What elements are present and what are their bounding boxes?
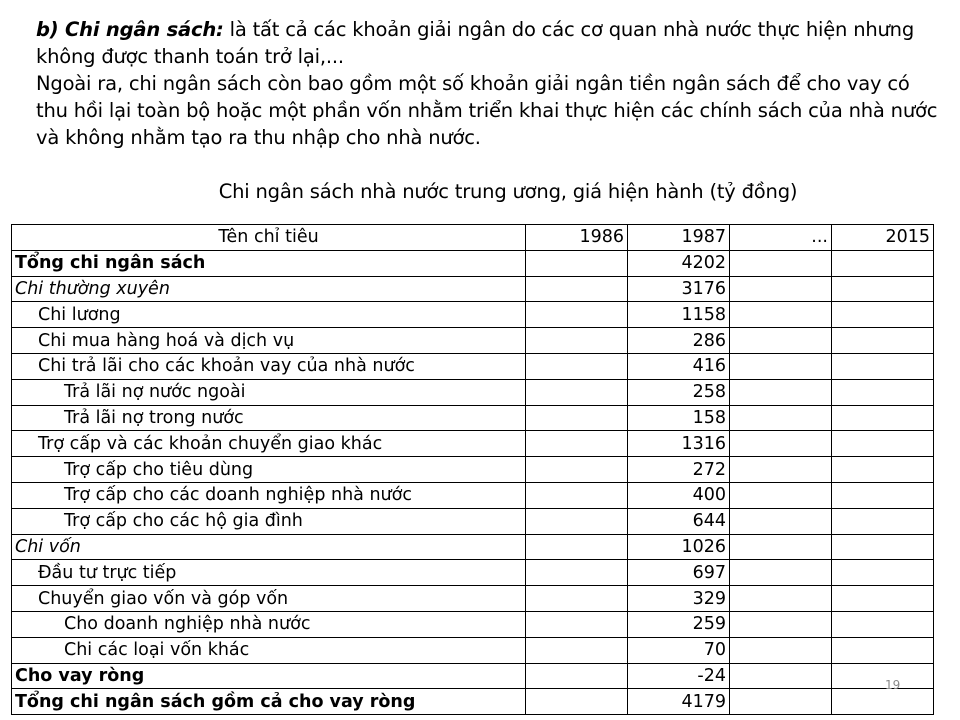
value-ellipsis-cell bbox=[730, 663, 832, 689]
row-name-cell: Cho vay ròng bbox=[12, 663, 526, 689]
value-1986-cell bbox=[526, 534, 628, 560]
row-name-cell: Chi vốn bbox=[12, 534, 526, 560]
header-1986: 1986 bbox=[526, 225, 628, 251]
row-name-cell: Tổng chi ngân sách bbox=[12, 250, 526, 276]
value-1987-cell: 3176 bbox=[628, 276, 730, 302]
table-body bbox=[12, 250, 934, 714]
row-name-cell: Chi mua hàng hoá và dịch vụ bbox=[12, 328, 526, 354]
row-name-cell: Trợ cấp cho tiêu dùng bbox=[12, 457, 526, 483]
value-1987-cell: 1158 bbox=[628, 302, 730, 328]
table-row bbox=[12, 302, 934, 328]
value-ellipsis-cell bbox=[730, 250, 832, 276]
value-1987-cell: 400 bbox=[628, 482, 730, 508]
table-row bbox=[12, 250, 934, 276]
value-2015-cell bbox=[832, 663, 934, 689]
table-caption: Chi ngân sách nhà nước trung ương, giá hiện hành (tỷ đồng) bbox=[218, 180, 798, 203]
value-ellipsis-cell bbox=[730, 560, 832, 586]
value-ellipsis-cell bbox=[730, 611, 832, 637]
table-row bbox=[12, 586, 934, 612]
value-1987-cell: 4202 bbox=[628, 250, 730, 276]
row-name-cell: Trả lãi nợ nước ngoài bbox=[12, 379, 526, 405]
value-1986-cell bbox=[526, 405, 628, 431]
value-ellipsis-cell bbox=[730, 586, 832, 612]
table-row bbox=[12, 663, 934, 689]
table-row bbox=[12, 560, 934, 586]
row-name-cell: Trợ cấp cho các hộ gia đình bbox=[12, 508, 526, 534]
row-name-cell: Trợ cấp cho các doanh nghiệp nhà nước bbox=[12, 482, 526, 508]
value-2015-cell bbox=[832, 353, 934, 379]
table-row bbox=[12, 482, 934, 508]
table-row bbox=[12, 405, 934, 431]
row-name-cell: Đầu tư trực tiếp bbox=[12, 560, 526, 586]
header-1987: 1987 bbox=[628, 225, 730, 251]
value-1987-cell: 1026 bbox=[628, 534, 730, 560]
value-ellipsis-cell bbox=[730, 457, 832, 483]
row-name-cell: Chi lương bbox=[12, 302, 526, 328]
value-ellipsis-cell bbox=[730, 637, 832, 663]
definition-text: là tất cả các khoản giải ngân do các cơ quan nhà nước thực hiện nhưng không được thanh toán trở lại,... bbox=[36, 18, 915, 68]
value-ellipsis-cell bbox=[730, 534, 832, 560]
value-1986-cell bbox=[526, 508, 628, 534]
value-1986-cell bbox=[526, 482, 628, 508]
value-1986-cell bbox=[526, 379, 628, 405]
header-2015: 2015 bbox=[832, 225, 934, 251]
value-1987-cell: 644 bbox=[628, 508, 730, 534]
value-1986-cell bbox=[526, 663, 628, 689]
value-2015-cell bbox=[832, 534, 934, 560]
value-1987-cell: 158 bbox=[628, 405, 730, 431]
value-ellipsis-cell bbox=[730, 328, 832, 354]
table-row bbox=[12, 611, 934, 637]
value-1987-cell: 416 bbox=[628, 353, 730, 379]
value-2015-cell bbox=[832, 405, 934, 431]
row-name-cell: Chuyển giao vốn và góp vốn bbox=[12, 586, 526, 612]
value-2015-cell bbox=[832, 560, 934, 586]
table-row bbox=[12, 328, 934, 354]
table-row bbox=[12, 637, 934, 663]
row-name-cell: Chi trả lãi cho các khoản vay của nhà nước bbox=[12, 353, 526, 379]
value-1986-cell bbox=[526, 328, 628, 354]
definition-paragraph bbox=[36, 16, 941, 70]
value-1986-cell bbox=[526, 689, 628, 715]
value-2015-cell bbox=[832, 689, 934, 715]
row-name-cell: Cho doanh nghiệp nhà nước bbox=[12, 611, 526, 637]
value-ellipsis-cell bbox=[730, 689, 832, 715]
value-ellipsis-cell bbox=[730, 353, 832, 379]
value-ellipsis-cell bbox=[730, 482, 832, 508]
value-1987-cell: 1316 bbox=[628, 431, 730, 457]
value-1986-cell bbox=[526, 611, 628, 637]
value-1987-cell: 272 bbox=[628, 457, 730, 483]
table-header-row bbox=[12, 225, 934, 251]
value-2015-cell bbox=[832, 328, 934, 354]
table-row bbox=[12, 689, 934, 715]
header-name: Tên chỉ tiêu bbox=[12, 225, 526, 251]
intro-text bbox=[36, 16, 941, 151]
value-1986-cell bbox=[526, 250, 628, 276]
row-name-cell: Chi thường xuyên bbox=[12, 276, 526, 302]
value-2015-cell bbox=[832, 431, 934, 457]
table-row bbox=[12, 534, 934, 560]
value-ellipsis-cell bbox=[730, 276, 832, 302]
value-1987-cell: 286 bbox=[628, 328, 730, 354]
value-1986-cell bbox=[526, 560, 628, 586]
value-1987-cell: 329 bbox=[628, 586, 730, 612]
value-ellipsis-cell bbox=[730, 431, 832, 457]
note-paragraph: Ngoài ra, chi ngân sách còn bao gồm một số khoản giải ngân tiền ngân sách để cho vay có thu hồi lại toàn bộ hoặc một phần vốn nhằm triển khai thực hiện các chính sách của nhà nước và không nhằm tạo ra thu nhập cho nhà nước. bbox=[36, 72, 938, 149]
budget-table bbox=[11, 224, 934, 715]
value-ellipsis-cell bbox=[730, 302, 832, 328]
value-1987-cell: 70 bbox=[628, 637, 730, 663]
table-row bbox=[12, 379, 934, 405]
value-ellipsis-cell bbox=[730, 405, 832, 431]
table-row bbox=[12, 508, 934, 534]
value-1986-cell bbox=[526, 457, 628, 483]
value-1986-cell bbox=[526, 302, 628, 328]
value-1986-cell bbox=[526, 586, 628, 612]
value-2015-cell bbox=[832, 379, 934, 405]
value-2015-cell bbox=[832, 508, 934, 534]
value-2015-cell bbox=[832, 482, 934, 508]
value-1987-cell: 4179 bbox=[628, 689, 730, 715]
value-2015-cell bbox=[832, 586, 934, 612]
value-2015-cell bbox=[832, 302, 934, 328]
table-row bbox=[12, 457, 934, 483]
value-1987-cell: -24 bbox=[628, 663, 730, 689]
table-row bbox=[12, 276, 934, 302]
row-name-cell: Chi các loại vốn khác bbox=[12, 637, 526, 663]
page-number: 19 bbox=[885, 678, 901, 692]
value-2015-cell bbox=[832, 276, 934, 302]
row-name-cell: Trả lãi nợ trong nước bbox=[12, 405, 526, 431]
value-1986-cell bbox=[526, 431, 628, 457]
value-2015-cell bbox=[832, 611, 934, 637]
value-1986-cell bbox=[526, 353, 628, 379]
value-1987-cell: 259 bbox=[628, 611, 730, 637]
value-ellipsis-cell bbox=[730, 508, 832, 534]
header-ellipsis: ... bbox=[730, 225, 832, 251]
value-2015-cell bbox=[832, 457, 934, 483]
value-1987-cell: 258 bbox=[628, 379, 730, 405]
value-1986-cell bbox=[526, 276, 628, 302]
value-1986-cell bbox=[526, 637, 628, 663]
value-1987-cell: 697 bbox=[628, 560, 730, 586]
value-2015-cell bbox=[832, 250, 934, 276]
definition-lead: b) Chi ngân sách: bbox=[36, 18, 224, 41]
value-2015-cell bbox=[832, 637, 934, 663]
row-name-cell: Trợ cấp và các khoản chuyển giao khác bbox=[12, 431, 526, 457]
row-name-cell: Tổng chi ngân sách gồm cả cho vay ròng bbox=[12, 689, 526, 715]
value-ellipsis-cell bbox=[730, 379, 832, 405]
table-row bbox=[12, 431, 934, 457]
table-row bbox=[12, 353, 934, 379]
